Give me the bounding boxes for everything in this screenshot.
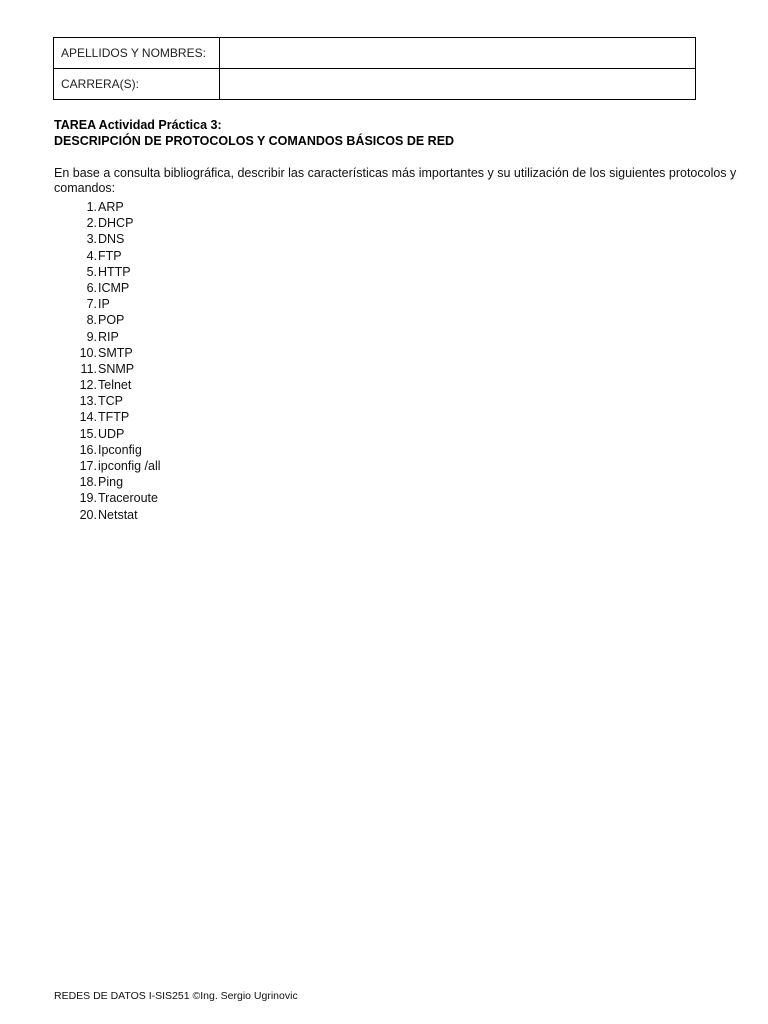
list-item-text: RIP xyxy=(98,329,119,344)
list-item xyxy=(54,409,161,425)
list-item-text: TCP xyxy=(98,394,123,409)
name-row xyxy=(54,38,696,69)
list-item xyxy=(54,345,161,361)
list-item-text: ipconfig /all xyxy=(98,459,161,473)
list-item-number: 16. xyxy=(79,442,97,457)
list-item xyxy=(54,312,161,328)
assignment-subtitle: DESCRIPCIÓN DE PROTOCOLOS Y COMANDOS BÁSICOS DE RED xyxy=(54,134,455,148)
list-item-number: 17. xyxy=(79,459,97,473)
list-item-text: ICMP xyxy=(98,280,130,295)
list-item xyxy=(54,458,161,474)
list-item xyxy=(54,361,161,377)
list-item-text: IP xyxy=(98,297,110,312)
career-field[interactable] xyxy=(220,69,696,100)
list-item-number: 11. xyxy=(80,361,97,376)
student-info-table xyxy=(53,37,696,100)
list-item xyxy=(54,215,161,231)
list-item xyxy=(54,231,161,247)
list-item-text: Telnet xyxy=(98,378,132,393)
list-item-text: Ipconfig xyxy=(98,442,142,457)
assignment-heading xyxy=(54,117,454,149)
list-item-text: TFTP xyxy=(98,410,130,425)
list-item-text: ARP xyxy=(98,200,124,214)
list-item-text: DNS xyxy=(98,232,125,247)
list-item-text: UDP xyxy=(98,426,125,441)
list-item-number: 15. xyxy=(79,426,97,441)
list-item xyxy=(54,442,161,458)
list-item-text: SMTP xyxy=(98,345,133,360)
page-footer: REDES DE DATOS I-SIS251 ©Ing. Sergio Ugrinovic xyxy=(54,990,298,1002)
list-item-text: Netstat xyxy=(98,507,138,522)
list-item xyxy=(54,264,161,280)
name-label: APELLIDOS Y NOMBRES: xyxy=(54,38,220,69)
list-item-number: 12. xyxy=(79,378,97,393)
list-item xyxy=(54,377,161,393)
list-item xyxy=(54,490,161,506)
list-item-text: DHCP xyxy=(98,216,134,231)
list-item-number: 9. xyxy=(86,329,97,344)
list-item-text: FTP xyxy=(98,248,122,263)
list-item-number: 10. xyxy=(79,345,97,360)
list-item xyxy=(54,329,161,345)
list-item xyxy=(54,248,161,264)
list-item-number: 4. xyxy=(86,248,97,263)
list-item-text: SNMP xyxy=(98,361,135,376)
list-item-number: 8. xyxy=(86,313,97,328)
protocol-list xyxy=(54,199,161,523)
list-item-number: 6. xyxy=(86,280,97,295)
list-item xyxy=(54,507,161,523)
list-item-number: 5. xyxy=(86,264,97,279)
list-item xyxy=(54,426,161,442)
list-item-number: 20. xyxy=(79,507,97,522)
list-item-text: Traceroute xyxy=(98,491,158,506)
list-item xyxy=(54,280,161,296)
list-item-number: 3. xyxy=(86,232,97,247)
list-item-number: 2. xyxy=(86,216,97,231)
list-item-number: 1. xyxy=(86,200,97,214)
list-item xyxy=(54,199,161,215)
assignment-title: TAREA Actividad Práctica 3: xyxy=(54,118,222,132)
list-item-number: 14. xyxy=(79,410,97,425)
list-item xyxy=(54,393,161,409)
list-item-number: 18. xyxy=(79,475,97,490)
list-item xyxy=(54,296,161,312)
list-item-text: POP xyxy=(98,313,125,328)
list-item-number: 7. xyxy=(86,297,97,312)
list-item-number: 19. xyxy=(79,491,97,506)
list-item-text: Ping xyxy=(98,475,124,490)
career-label: CARRERA(S): xyxy=(54,69,220,100)
list-item-number: 13. xyxy=(79,394,97,409)
instructions-paragraph: En base a consulta bibliográfica, describir las características más importantes y su utilización de los siguientes protocolos y comandos: xyxy=(54,166,737,195)
list-item-text: HTTP xyxy=(98,264,131,279)
name-field[interactable] xyxy=(220,38,696,69)
career-row xyxy=(54,69,696,100)
list-item xyxy=(54,474,161,490)
